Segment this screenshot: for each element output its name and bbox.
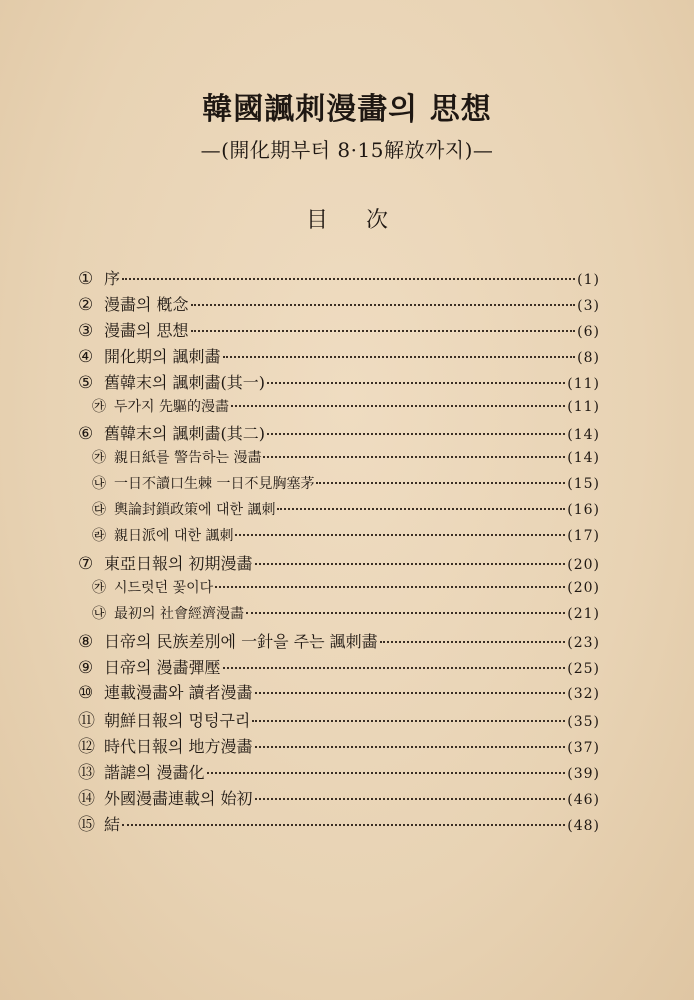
toc-entry-number: ④ <box>78 346 94 367</box>
toc-entry-title: 最初의 社會經濟漫畵 <box>114 605 244 622</box>
toc-entry-number: ㉯ <box>92 476 106 493</box>
toc-entry <box>78 318 600 342</box>
dot-leader <box>191 330 576 332</box>
toc-entry-page: (1) <box>577 272 600 288</box>
toc-entry-page: (39) <box>567 766 600 783</box>
toc-entry-title: 朝鮮日報의 멍텅구리 <box>104 711 251 731</box>
toc-subentry <box>92 603 600 627</box>
toc-entry-number: ⑬ <box>78 763 95 784</box>
dot-leader <box>215 586 565 588</box>
dot-leader <box>122 278 575 280</box>
toc-entry-page: (20) <box>567 579 600 596</box>
toc-entry <box>78 551 600 575</box>
dot-leader <box>122 824 565 826</box>
dot-leader <box>255 563 566 565</box>
toc-entry-title: 結 <box>104 814 121 834</box>
toc-entry-page: (37) <box>567 740 600 757</box>
toc-entry <box>78 370 600 394</box>
dot-leader <box>223 356 576 358</box>
toc-entry-number: ㉱ <box>92 528 106 544</box>
dot-leader <box>255 746 566 748</box>
toc-entry-number: ㉮ <box>92 579 106 596</box>
dot-leader <box>267 382 565 384</box>
toc-entry-title: 舊韓末의 諷刺畵(其一) <box>104 372 266 392</box>
dot-leader <box>267 433 565 435</box>
toc-entry-title: 連載漫畵와 讀者漫畵 <box>104 683 253 703</box>
dot-leader <box>252 720 565 722</box>
toc-entry-title: 一日不讀口生棘 一日不見胸塞茅 <box>114 476 315 493</box>
toc-entry-page: (25) <box>567 660 600 677</box>
toc-entry-page: (15) <box>567 476 600 493</box>
dot-leader <box>277 508 565 510</box>
toc-entry-page: (14) <box>567 450 600 467</box>
dot-leader <box>231 405 565 407</box>
toc-entry-number: ① <box>78 269 94 289</box>
toc-entry <box>78 680 600 704</box>
dot-leader <box>223 667 566 669</box>
toc-entry-page: (17) <box>567 528 600 544</box>
toc-entry-title: 外國漫畵連載의 始初 <box>104 789 253 808</box>
toc-entry-page: (21) <box>567 605 600 622</box>
toc-entry-title: 親日派에 대한 諷刺 <box>114 528 234 544</box>
toc-entry-title: 漫畵의 槪念 <box>104 294 189 314</box>
toc-entry-number: ③ <box>78 320 94 341</box>
toc-entry-title: 舊韓末의 諷刺畵(其二) <box>104 424 266 444</box>
toc-entry-number: ⑨ <box>78 657 94 678</box>
toc-entry-number: ⑦ <box>78 553 94 574</box>
book-subtitle: —(開化期부터 8·15解放까지)— <box>200 138 494 162</box>
toc-entry <box>78 758 600 782</box>
toc-subentry <box>92 396 600 420</box>
toc-entry <box>78 706 600 730</box>
toc-entry <box>78 732 600 756</box>
toc-entry-page: (46) <box>567 792 600 808</box>
toc-entry-title: 開化期의 諷刺畵 <box>104 346 221 366</box>
toc-entry-title: 日帝의 漫畵彈壓 <box>104 657 221 677</box>
toc-entry-number: ㉮ <box>92 450 106 467</box>
dot-leader <box>316 482 565 484</box>
book-title: 韓國諷刺漫畵의 思想 <box>202 92 492 127</box>
dot-leader <box>380 641 566 643</box>
dot-leader <box>246 612 565 614</box>
toc-entry-title: 親日紙를 警告하는 漫畵 <box>114 450 262 467</box>
toc-entry <box>78 344 600 368</box>
toc-entry-page: (14) <box>567 427 600 444</box>
dot-leader <box>207 772 566 774</box>
toc-entry-title: 시드럿던 꽃이다 <box>114 579 214 596</box>
toc-entry-title: 序 <box>104 269 121 288</box>
toc-entry-number: ② <box>78 294 94 315</box>
toc-subentry <box>92 525 600 549</box>
dot-leader <box>263 456 565 458</box>
toc-entry-page: (23) <box>567 634 600 651</box>
toc-entry <box>78 266 600 290</box>
toc-entry <box>78 810 600 834</box>
toc-entry <box>78 292 600 316</box>
toc-entry-page: (20) <box>567 556 600 573</box>
toc-entry-page: (6) <box>577 323 600 340</box>
toc-entry <box>78 421 600 445</box>
toc-heading: 目次 <box>305 208 426 233</box>
toc-entry-page: (35) <box>567 714 600 731</box>
toc-entry <box>78 784 600 808</box>
toc-entry-page: (16) <box>567 502 600 519</box>
toc-entry-number: ⑫ <box>78 737 95 758</box>
toc-subentry <box>92 473 600 497</box>
dot-leader <box>255 692 566 694</box>
toc-entry-page: (11) <box>567 398 600 415</box>
toc-subentry <box>92 499 600 523</box>
toc-entry-title: 漫畵의 思想 <box>104 320 189 340</box>
toc-entry-title: 日帝의 民族差別에 一針을 주는 諷刺畵 <box>104 631 378 651</box>
toc-entry-number: ⑭ <box>78 789 95 809</box>
toc-entry <box>78 629 600 653</box>
toc-entry-page: (8) <box>577 349 600 366</box>
toc-entry-number: ⑥ <box>78 424 94 445</box>
toc-entry-number: ⑤ <box>78 372 94 393</box>
toc-entry-number: ⑩ <box>78 683 94 704</box>
toc-subentry <box>92 577 600 601</box>
toc-entry-title: 두가지 先驅的漫畵 <box>114 398 230 415</box>
dot-leader <box>235 534 565 536</box>
toc-entry-title: 東亞日報의 初期漫畵 <box>104 553 253 573</box>
toc-entry-page: (32) <box>567 686 600 703</box>
toc-entry-title: 輿論封鎖政策에 대한 諷刺 <box>114 502 276 519</box>
toc-entry-page: (3) <box>577 297 600 314</box>
toc-entry <box>78 655 600 679</box>
toc-entry-title: 諧謔의 漫畵化 <box>104 763 205 783</box>
dot-leader <box>255 798 566 800</box>
toc-entry-page: (11) <box>567 375 600 392</box>
toc-entry-page: (48) <box>567 817 600 834</box>
toc-entry-number: ㉮ <box>92 398 106 415</box>
dot-leader <box>191 304 576 306</box>
toc-entry-number: ㉯ <box>92 605 106 622</box>
toc-entry-number: ㉰ <box>92 502 106 519</box>
toc-entry-number: ⑪ <box>78 711 95 732</box>
toc-subentry <box>92 447 600 471</box>
toc-entry-title: 時代日報의 地方漫畵 <box>104 737 253 757</box>
toc-entry-number: ⑮ <box>78 814 95 835</box>
toc-entry-number: ⑧ <box>78 631 94 652</box>
